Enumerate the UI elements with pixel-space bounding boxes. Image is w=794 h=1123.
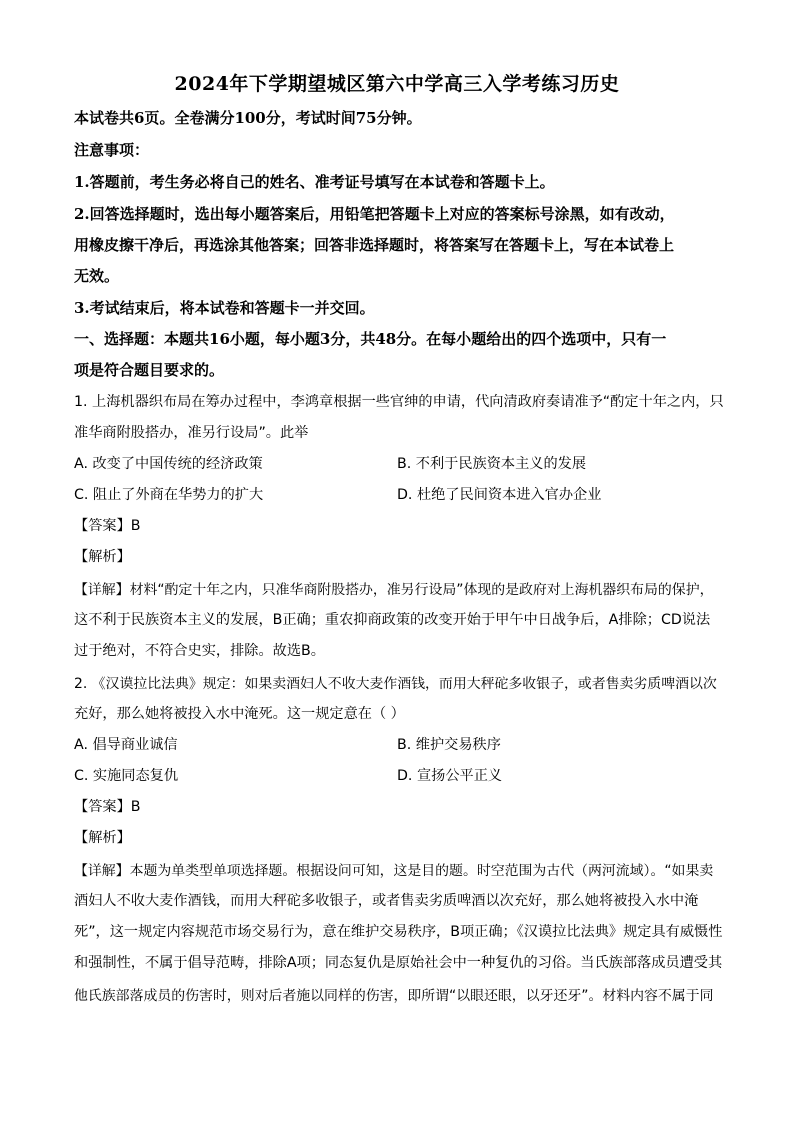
notice-item-2: 2.回答选择题时，选出每小题答案后，用铅笔把答题卡上对应的答案标号涂黑，如有改动， xyxy=(74,205,675,223)
q2-option-c: C. 实施同态复仇 xyxy=(74,768,179,784)
q2-detail-line: 【详解】本题为单类型单项选择题。根据设问可知，这是目的题。时空范围为古代（两河流域）。“如果卖 xyxy=(74,863,714,879)
q1-option-b: B. 不利于民族资本主义的发展 xyxy=(397,456,587,472)
q2-stem-line: 2. 《汉谟拉比法典》规定：如果卖酒妇人不收大麦作酒钱，而用大秤砣多收银子，或者售卖劣质啤酒以次 xyxy=(74,676,717,692)
notice-item-3: 3.考试结束后，将本试卷和答题卡一并交回。 xyxy=(74,299,375,317)
q2-detail-line: 和强制性，不属于倡导范畴，排除A项；同态复仇是原始社会中一种复仇的习俗。当氏族部落成员遭受其 xyxy=(74,955,723,971)
notice-item-2-end: 无效。 xyxy=(74,267,120,285)
q1-option-c: C. 阻止了外商在华势力的扩大 xyxy=(74,487,264,503)
exam-info-line: 本试卷共6页。全卷满分100分，考试时间75分钟。 xyxy=(74,109,422,127)
section-heading-cont: 项是符合题目要求的。 xyxy=(74,361,225,379)
q2-option-d: D. 宣扬公平正义 xyxy=(397,768,503,784)
q1-detail-line: 这不利于民族资本主义的发展，B正确；重农抑商政策的改变开始于甲午中日战争后，A排除；CD说法 xyxy=(74,612,711,628)
q2-analysis-label: 【解析】 xyxy=(74,830,131,846)
q1-option-d: D. 杜绝了民间资本进入官办企业 xyxy=(397,487,602,503)
q1-stem-line: 1. 上海机器织布局在筹办过程中，李鸿章根据一些官绅的申请，代向清政府奏请准予“酌定十年之内，只 xyxy=(74,394,724,410)
q1-detail-line: 【详解】材料“酌定十年之内，只准华商附股搭办，准另行设局”体现的是政府对上海机器织布局的保护， xyxy=(74,582,714,598)
q1-option-a: A. 改变了中国传统的经济政策 xyxy=(74,456,263,472)
q2-option-b: B. 维护交易秩序 xyxy=(397,737,501,753)
notice-item-2-cont: 用橡皮擦干净后，再选涂其他答案；回答非选择题时，将答案写在答题卡上，写在本试卷上 xyxy=(74,236,675,254)
q2-stem-line: 充好，那么她将被投入水中淹死。这一规定意在（ ） xyxy=(74,706,405,722)
q1-detail-line: 过于绝对，不符合史实，排除。故选B。 xyxy=(74,643,325,659)
notice-item-1: 1.答题前，考生务必将自己的姓名、准考证号填写在本试卷和答题卡上。 xyxy=(74,173,555,191)
q1-stem-line: 准华商附股搭办，准另行设局”。此举 xyxy=(74,425,309,441)
page-title: 2024年下学期望城区第六中学高三入学考练习历史 xyxy=(174,73,620,95)
q1-analysis-label: 【解析】 xyxy=(74,549,131,565)
q2-detail-line: 他氏族部落成员的伤害时，则对后者施以同样的伤害，即所谓“以眼还眼，以牙还牙”。材料内容不属于同 xyxy=(74,988,714,1004)
section-heading: 一、选择题：本题共16小题，每小题3分，共48分。在每小题给出的四个选项中，只有一 xyxy=(74,330,667,348)
notice-heading: 注意事项： xyxy=(74,141,150,159)
q1-answer: 【答案】B xyxy=(74,518,141,534)
q2-answer: 【答案】B xyxy=(74,799,141,815)
q2-detail-line: 死”，这一规定内容规范市场交易行为，意在维护交易秩序，B项正确；《汉谟拉比法典》规定具有威慑性 xyxy=(74,924,723,940)
q2-detail-line: 酒妇人不收大麦作酒钱，而用大秤砣多收银子，或者售卖劣质啤酒以次充好，那么她将被投入水中淹 xyxy=(74,893,699,909)
q2-option-a: A. 倡导商业诚信 xyxy=(74,737,178,753)
